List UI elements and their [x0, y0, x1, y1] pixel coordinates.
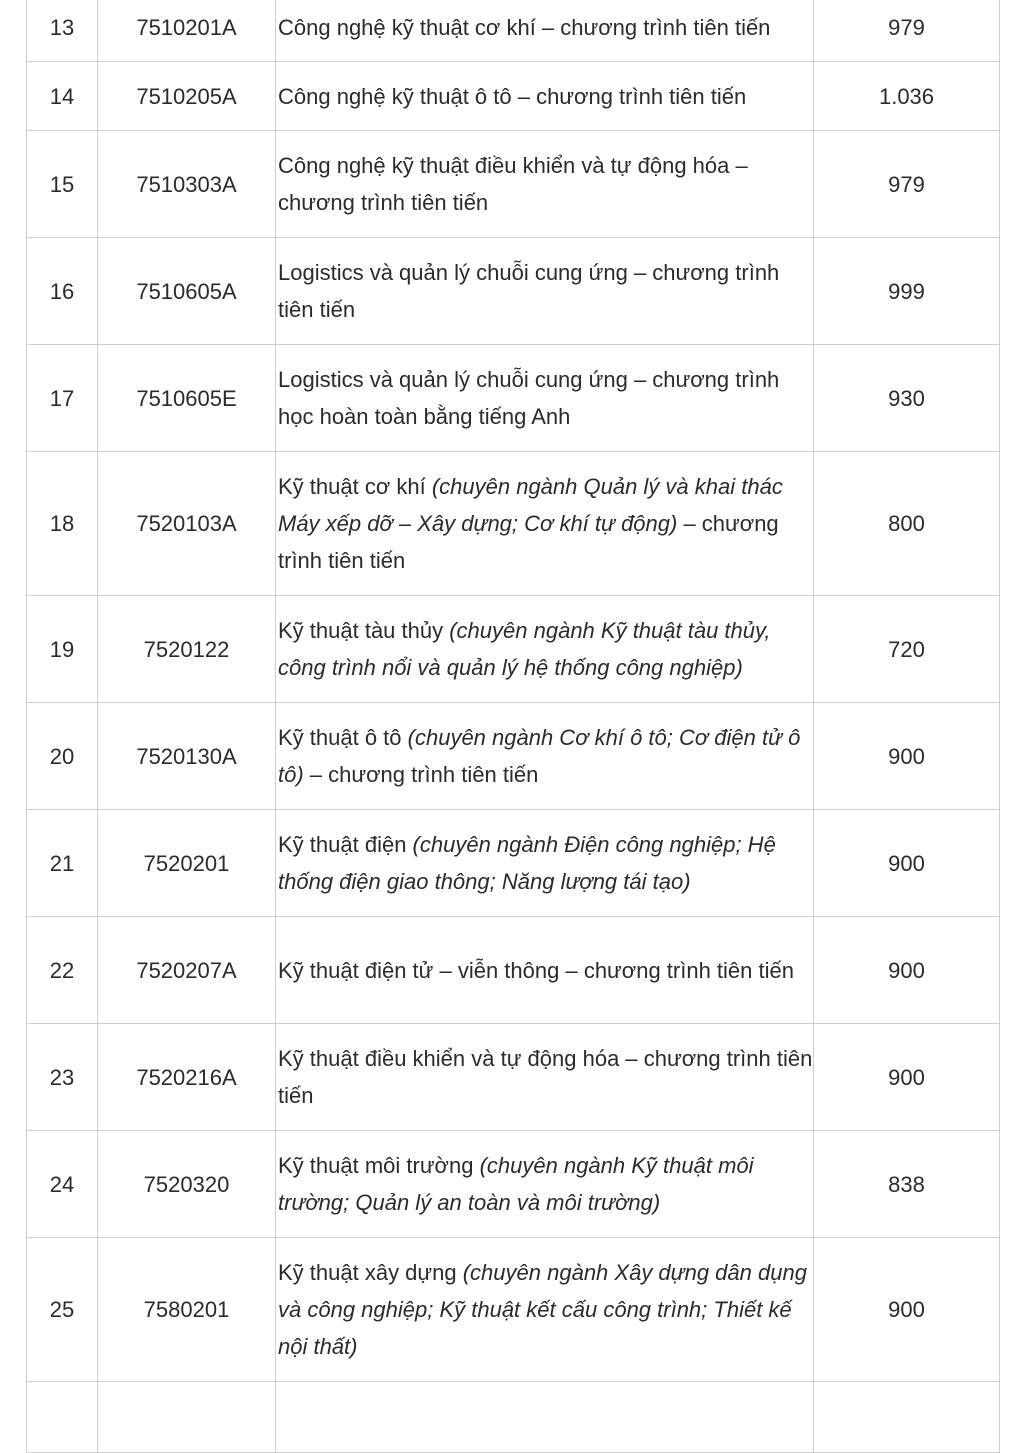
row-number-cell: 19 — [27, 596, 98, 703]
quota-value-cell: 720 — [814, 596, 1000, 703]
program-code-cell: 7520207A — [98, 917, 276, 1024]
program-name-cell — [276, 1131, 814, 1238]
program-code-cell: 7580201 — [98, 1238, 276, 1382]
row-number-cell: 17 — [27, 345, 98, 452]
table-row — [27, 917, 1000, 1024]
program-code-cell: 7510303A — [98, 131, 276, 238]
program-name-cell — [276, 0, 814, 62]
program-code-cell: 7520320 — [98, 1131, 276, 1238]
row-number-cell: 24 — [27, 1131, 98, 1238]
quota-value-cell: 800 — [814, 452, 1000, 596]
quota-value-cell: 1.036 — [814, 62, 1000, 131]
table-row — [27, 452, 1000, 596]
row-number-cell: 18 — [27, 452, 98, 596]
empty-cell — [814, 1382, 1000, 1453]
quota-value-cell: 900 — [814, 810, 1000, 917]
quota-value-cell: 900 — [814, 1238, 1000, 1382]
program-name-text: – chương trình tiên tiến — [278, 511, 779, 573]
table-row — [27, 62, 1000, 131]
program-specialization-text: (chuyên ngành Kỹ thuật môi trường; Quản lý an toàn và môi trường) — [278, 1153, 754, 1215]
empty-cell — [27, 1382, 98, 1453]
program-name-cell — [276, 596, 814, 703]
row-number-cell: 20 — [27, 703, 98, 810]
program-name-cell — [276, 452, 814, 596]
table-row — [27, 703, 1000, 810]
row-number-cell: 25 — [27, 1238, 98, 1382]
table-row — [27, 0, 1000, 62]
row-number-cell: 14 — [27, 62, 98, 131]
program-name-text: Kỹ thuật xây dựng — [278, 1260, 463, 1285]
row-number-cell: 22 — [27, 917, 98, 1024]
quota-value-cell: 838 — [814, 1131, 1000, 1238]
table-row-partial — [27, 1382, 1000, 1453]
program-name-cell — [276, 1024, 814, 1131]
program-name-text: Kỹ thuật ô tô — [278, 725, 408, 750]
program-code-cell: 7520130A — [98, 703, 276, 810]
table-row — [27, 596, 1000, 703]
quota-value-cell: 979 — [814, 131, 1000, 238]
table-row — [27, 131, 1000, 238]
program-name-cell — [276, 62, 814, 131]
program-name-cell — [276, 131, 814, 238]
program-name-cell — [276, 810, 814, 917]
program-code-cell: 7520103A — [98, 452, 276, 596]
program-code-cell: 7510605A — [98, 238, 276, 345]
quota-value-cell: 930 — [814, 345, 1000, 452]
program-name-text: Kỹ thuật điện tử – viễn thông – chương trình tiên tiến — [278, 957, 794, 983]
program-specialization-text: (chuyên ngành Quản lý và khai thác Máy xếp dỡ – Xây dựng; Cơ khí tự động) — [278, 474, 783, 536]
program-code-cell: 7520216A — [98, 1024, 276, 1131]
quota-value-cell: 999 — [814, 238, 1000, 345]
program-name-cell — [276, 238, 814, 345]
quota-value-cell: 979 — [814, 0, 1000, 62]
program-name-text: Công nghệ kỹ thuật cơ khí – chương trình tiên tiến — [278, 14, 771, 40]
empty-cell — [276, 1382, 814, 1453]
program-specialization-text: (chuyên ngành Cơ khí ô tô; Cơ điện tử ô tô) — [278, 725, 801, 787]
program-code-cell: 7510605E — [98, 345, 276, 452]
program-name-text: Công nghệ kỹ thuật điều khiển và tự động hóa – chương trình tiên tiến — [278, 153, 748, 215]
program-code-cell: 7520201 — [98, 810, 276, 917]
program-name-text: Công nghệ kỹ thuật ô tô – chương trình tiên tiến — [278, 83, 747, 109]
program-name-text: Logistics và quản lý chuỗi cung ứng – chương trình học hoàn toàn bằng tiếng Anh — [278, 367, 780, 429]
program-code-cell: 7510201A — [98, 0, 276, 62]
quota-value-cell: 900 — [814, 917, 1000, 1024]
program-name-text: – chương trình tiên tiến — [303, 762, 539, 787]
table-row — [27, 810, 1000, 917]
row-number-cell: 23 — [27, 1024, 98, 1131]
program-name-cell — [276, 917, 814, 1024]
program-specialization-text: (chuyên ngành Điện công nghiệp; Hệ thống điện giao thông; Năng lượng tái tạo) — [278, 832, 776, 894]
quota-value-cell: 900 — [814, 1024, 1000, 1131]
program-code-cell: 7520122 — [98, 596, 276, 703]
row-number-cell: 16 — [27, 238, 98, 345]
program-name-text: Kỹ thuật điện — [278, 832, 413, 857]
program-specialization-text: (chuyên ngành Xây dựng dân dụng và công nghiệp; Kỹ thuật kết cấu công trình; Thiết kế nội thất) — [278, 1260, 807, 1359]
program-specialization-text: (chuyên ngành Kỹ thuật tàu thủy, công trình nổi và quản lý hệ thống công nghiệp) — [278, 618, 771, 680]
program-name-text: Logistics và quản lý chuỗi cung ứng – chương trình tiên tiến — [278, 260, 780, 322]
row-number-cell: 15 — [27, 131, 98, 238]
empty-cell — [98, 1382, 276, 1453]
table-row — [27, 238, 1000, 345]
program-name-cell — [276, 703, 814, 810]
table-row — [27, 1131, 1000, 1238]
row-number-cell: 13 — [27, 0, 98, 62]
table-row — [27, 345, 1000, 452]
program-name-text: Kỹ thuật tàu thủy — [278, 618, 450, 643]
program-name-text: Kỹ thuật cơ khí — [278, 474, 432, 499]
program-name-text: Kỹ thuật môi trường — [278, 1153, 480, 1178]
table-row — [27, 1238, 1000, 1382]
quota-value-cell: 900 — [814, 703, 1000, 810]
row-number-cell: 21 — [27, 810, 98, 917]
program-name-cell — [276, 345, 814, 452]
program-code-cell: 7510205A — [98, 62, 276, 131]
table-row — [27, 1024, 1000, 1131]
admission-table-container — [26, 0, 1000, 1453]
program-name-text: Kỹ thuật điều khiển và tự động hóa – chương trình tiên tiến — [278, 1046, 813, 1108]
admission-quota-table — [26, 0, 1000, 1453]
table-body — [27, 0, 1000, 1453]
program-name-cell — [276, 1238, 814, 1382]
